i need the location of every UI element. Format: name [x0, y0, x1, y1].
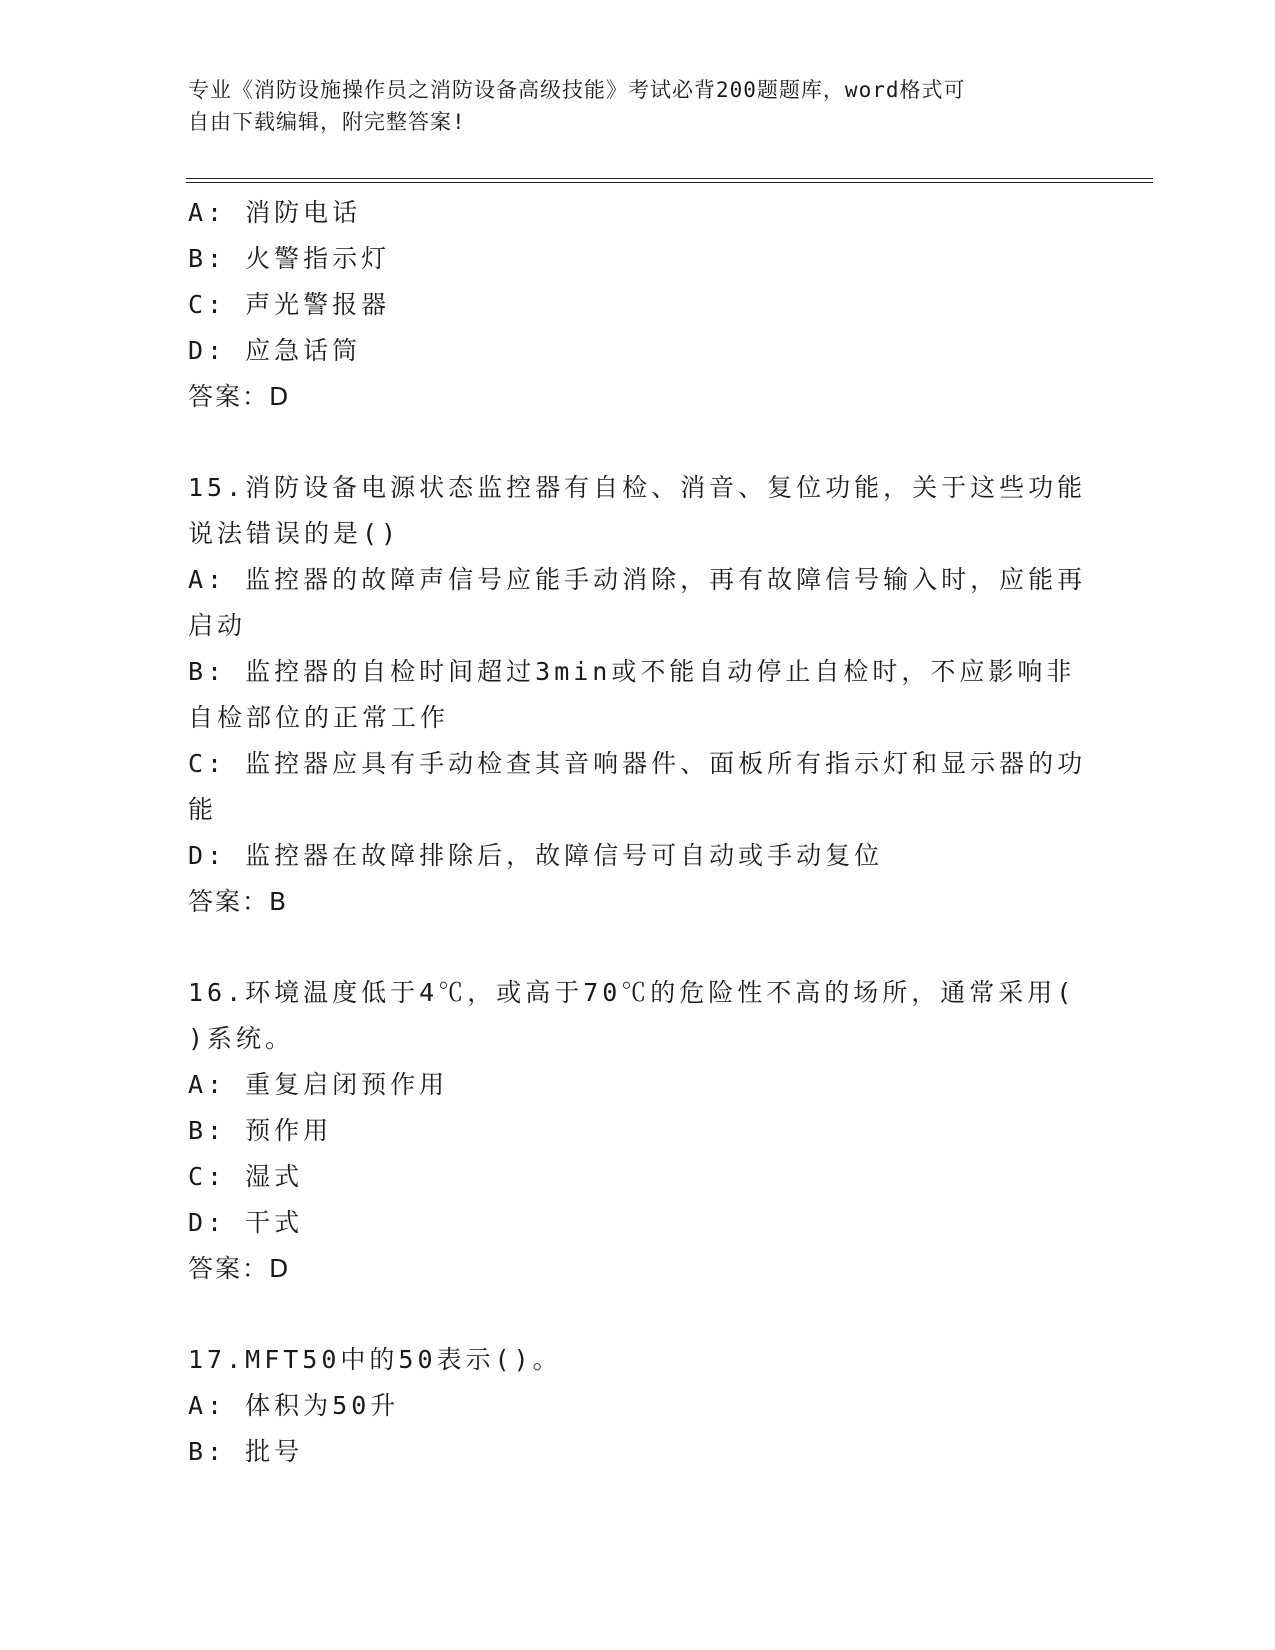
option-d: D: 监控器在故障排除后，故障信号可自动或手动复位	[188, 841, 884, 870]
header-line-1: 专业《消防设施操作员之消防设备高级技能》考试必背200题题库，word格式可	[188, 78, 966, 102]
question-block-16	[188, 970, 1076, 1292]
option-a: A: 重复启闭预作用	[188, 1070, 449, 1099]
header-line-2: 自由下载编辑，附完整答案!	[188, 110, 466, 134]
option-b: B: 预作用	[188, 1116, 333, 1145]
spacer	[188, 1292, 1068, 1337]
document-body	[188, 190, 1087, 1475]
option-a: A: 体积为50升	[188, 1391, 400, 1420]
option-c-continued: 能	[188, 795, 218, 824]
question-block-15	[188, 465, 1087, 925]
option-b-continued: 自检部位的正常工作	[188, 703, 450, 732]
option-a: A: 监控器的故障声信号应能手动消除，再有故障信号输入时，应能再	[188, 565, 1087, 594]
answer-line: 答案：D	[188, 382, 291, 411]
question-text-line: 17.MFT50中的50表示()。	[188, 1345, 562, 1374]
question-block-17	[188, 1337, 1068, 1475]
option-c: C: 监控器应具有手动检查其音响器件、面板所有指示灯和显示器的功	[188, 749, 1087, 778]
question-text-line: )系统。	[188, 1024, 295, 1053]
question-text-line: 15.消防设备电源状态监控器有自检、消音、复位功能，关于这些功能	[188, 473, 1087, 502]
answer-line: 答案：D	[188, 1254, 291, 1283]
question-text-line: 说法错误的是()	[188, 519, 401, 548]
option-a-continued: 启动	[188, 611, 247, 640]
spacer	[188, 925, 1068, 970]
option-c: C: 声光警报器	[188, 290, 391, 319]
option-c: C: 湿式	[188, 1162, 304, 1191]
option-b: B: 批号	[188, 1437, 304, 1466]
question-text-line: 16.环境温度低于4℃，或高于70℃的危险性不高的场所，通常采用(	[188, 978, 1076, 1007]
option-b: B: 火警指示灯	[188, 244, 391, 273]
option-b: B: 监控器的自检时间超过3min或不能自动停止自检时，不应影响非	[188, 657, 1076, 686]
question-block-14	[188, 190, 1068, 420]
option-d: D: 干式	[188, 1208, 304, 1237]
answer-line: 答案：B	[188, 887, 289, 916]
option-d: D: 应急话筒	[188, 336, 362, 365]
option-a: A: 消防电话	[188, 198, 362, 227]
header-divider	[186, 178, 1153, 183]
document-header	[188, 74, 1068, 138]
spacer	[188, 420, 1068, 465]
